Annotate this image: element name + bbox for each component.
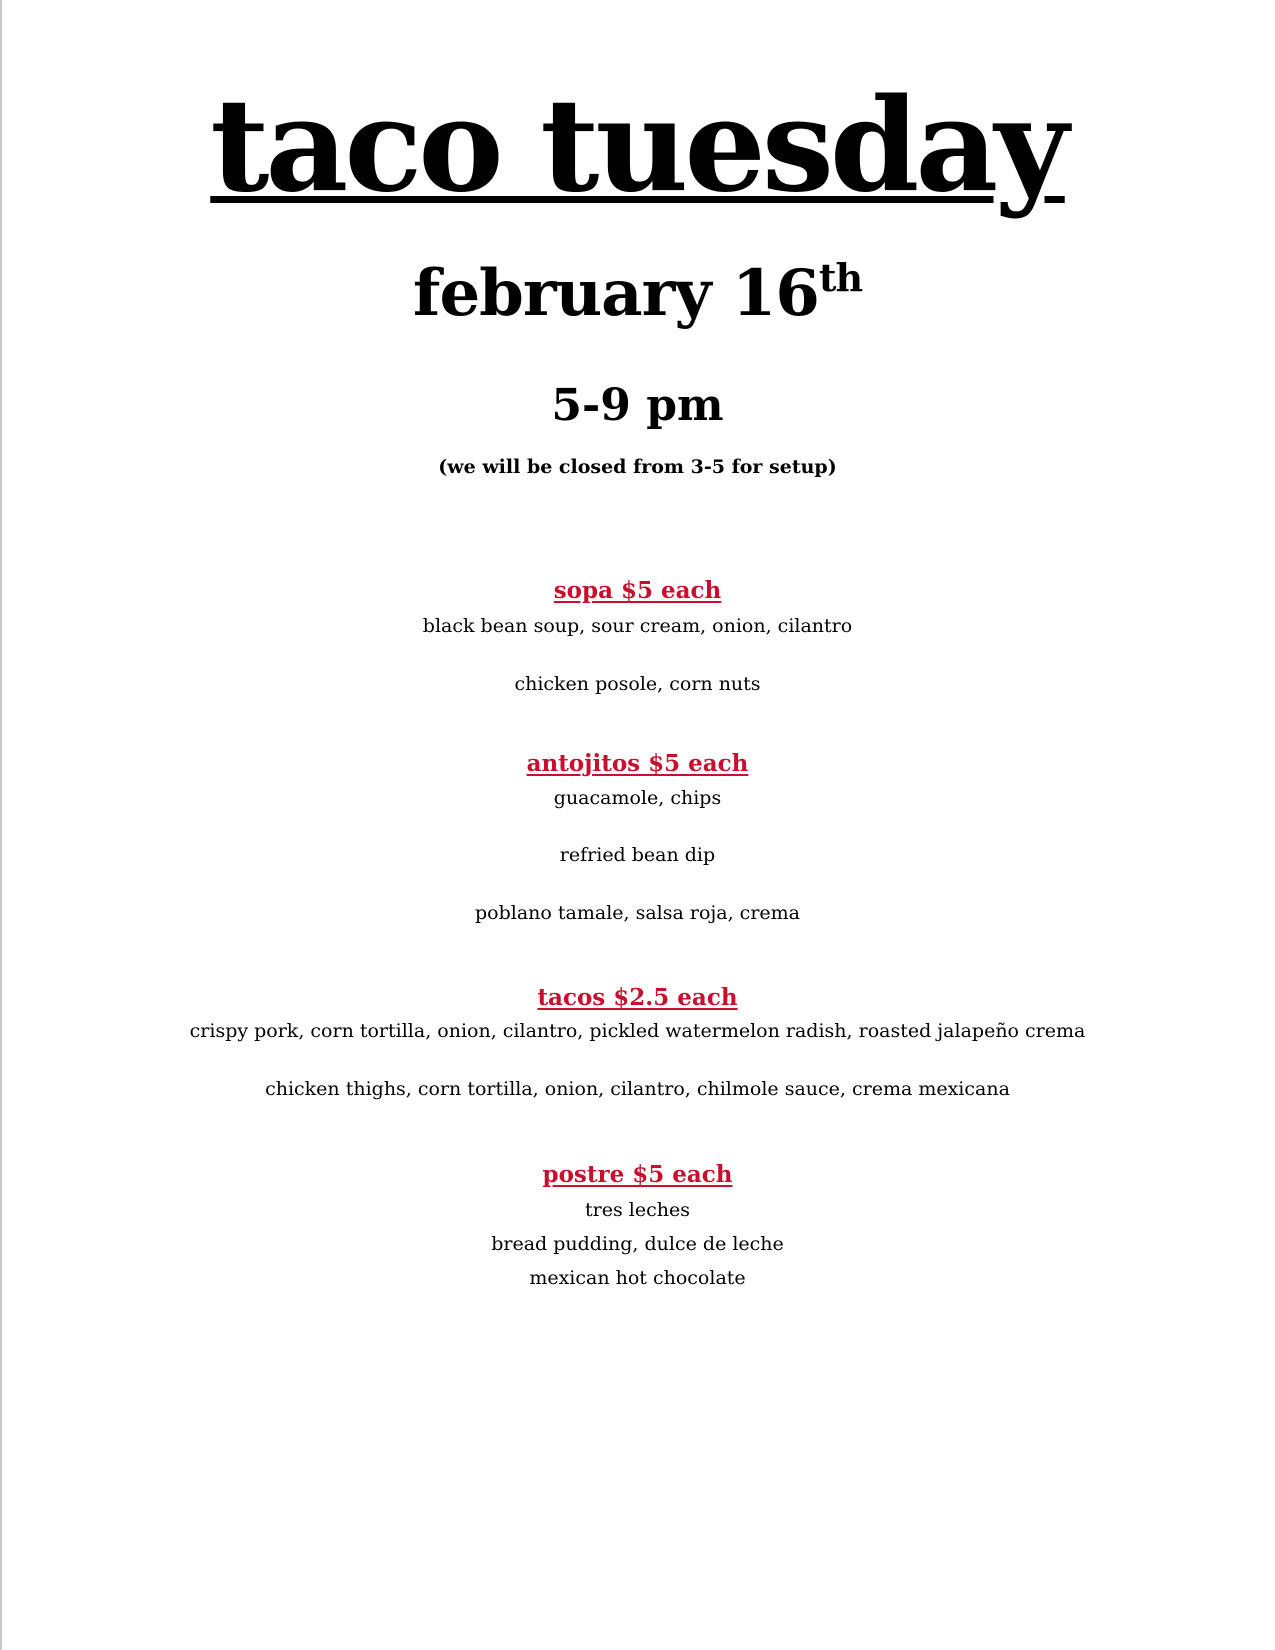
- menu-item: bread pudding, dulce de leche: [491, 1233, 784, 1255]
- section-heading-tacos: tacos $2.5 each: [537, 984, 738, 1011]
- event-date-text: february 16: [412, 256, 819, 331]
- menu-item: chicken posole, corn nuts: [514, 673, 761, 695]
- page-left-edge: [0, 0, 2, 1650]
- section-heading-antojitos: antojitos $5 each: [526, 750, 749, 777]
- section-heading-postre: postre $5 each: [542, 1161, 733, 1188]
- closing-note: (we will be closed from 3-5 for setup): [438, 456, 837, 478]
- event-time: 5-9 pm: [551, 380, 724, 431]
- menu-item: refried bean dip: [559, 844, 716, 866]
- menu-item: tres leches: [585, 1199, 690, 1221]
- menu-item: crispy pork, corn tortilla, onion, cilantro, pickled watermelon radish, roasted jalapeño crema: [189, 1020, 1086, 1042]
- event-date: [0, 255, 1275, 331]
- page-title-text: taco tuesday: [210, 71, 1065, 221]
- menu-item: poblano tamale, salsa roja, crema: [475, 902, 800, 924]
- menu-item: black bean soup, sour cream, onion, cilantro: [422, 615, 853, 637]
- menu-item: chicken thighs, corn tortilla, onion, cilantro, chilmole sauce, crema mexicana: [265, 1078, 1010, 1100]
- page-title: [0, 71, 1275, 221]
- menu-item: mexican hot chocolate: [529, 1267, 746, 1289]
- section-heading-sopa: sopa $5 each: [553, 577, 722, 604]
- event-date-suffix: th: [818, 255, 863, 300]
- menu-item: guacamole, chips: [553, 787, 722, 809]
